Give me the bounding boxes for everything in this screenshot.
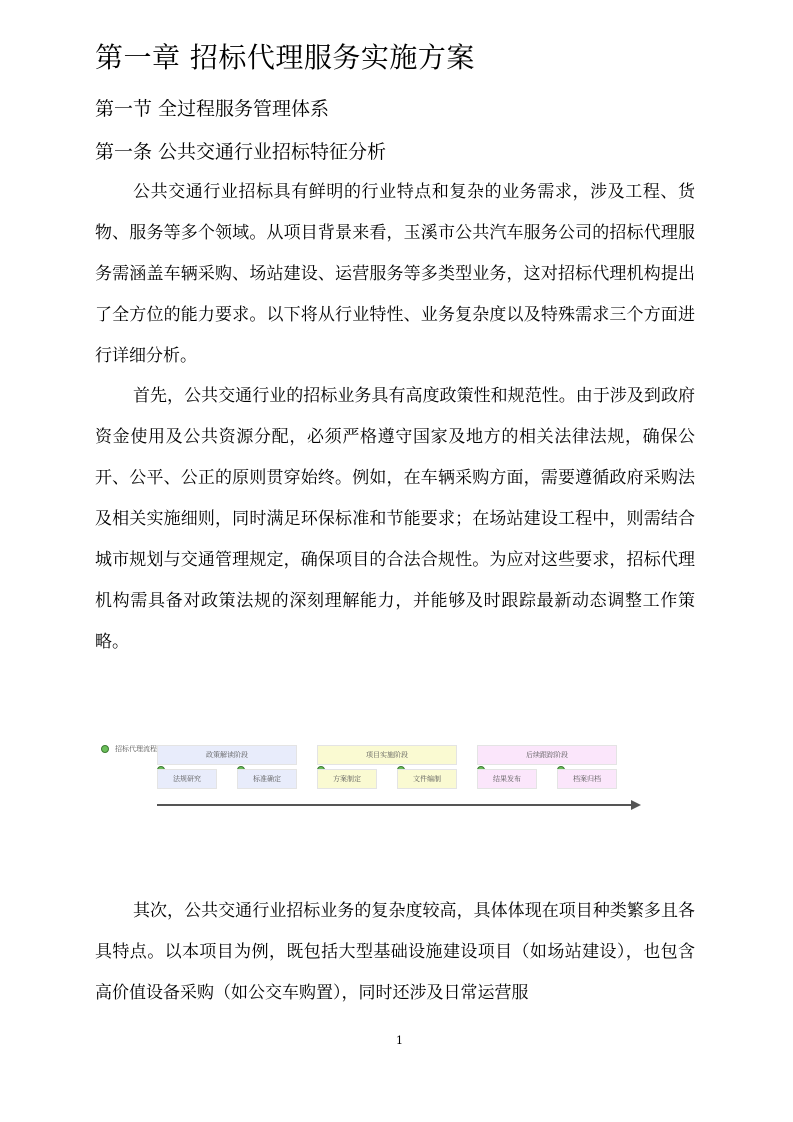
page-number: 1 <box>396 1034 403 1047</box>
sub-step <box>397 769 457 789</box>
paragraph-intro: 公共交通行业招标具有鲜明的行业特点和复杂的业务需求，涉及工程、货物、服务等多个领域。从项目背景来看，玉溪市公共汽车服务公司的招标代理服务需涵盖车辆采购、场站建设、运营服务等多类型业务，这对招标代理机构提出了全方位的能力要求。以下将从行业特性、业务复杂度以及特殊需求三个方面进行详细分析。 <box>95 182 695 366</box>
sub-step-label: 结果发布 <box>493 775 521 783</box>
sub-step <box>557 769 617 789</box>
sub-step-label: 标准确定 <box>253 775 281 783</box>
sub-step <box>157 769 217 789</box>
arrow-right-icon <box>631 800 641 810</box>
sub-step <box>237 769 297 789</box>
chapter-title: 第一章 招标代理服务实施方案 <box>95 41 475 74</box>
sub-step <box>477 769 537 789</box>
phase-label: 政策解读阶段 <box>206 751 248 759</box>
article-title: 第一条 公共交通行业招标特征分析 <box>95 141 387 163</box>
sub-step <box>317 769 377 789</box>
sub-step-label: 档案归档 <box>573 775 601 783</box>
phase-label: 项目实施阶段 <box>366 751 408 759</box>
sub-step-label: 法规研究 <box>173 775 201 783</box>
sub-step-label: 文件编制 <box>413 775 441 783</box>
phase-label: 后续跟踪阶段 <box>526 751 568 759</box>
phase-implementation <box>317 745 457 765</box>
start-label: 招标代理流程 <box>115 745 157 753</box>
timeline-axis <box>157 804 635 806</box>
start-node-icon <box>101 745 109 753</box>
sub-step-label: 方案制定 <box>333 775 361 783</box>
phase-followup <box>477 745 617 765</box>
section-title: 第一节 全过程服务管理体系 <box>95 98 330 120</box>
paragraph-complexity: 其次，公共交通行业招标业务的复杂度较高，具体体现在项目种类繁多且各具特点。以本项目为例，既包括大型基础设施建设项目（如场站建设），也包含高价值设备采购（如公交车购置），同时还涉及日常运营服 <box>95 901 695 1003</box>
process-diagram <box>95 738 645 818</box>
phase-policy <box>157 745 297 765</box>
paragraph-policy: 首先，公共交通行业的招标业务具有高度政策性和规范性。由于涉及到政府资金使用及公共资源分配，必须严格遵守国家及地方的相关法律法规，确保公开、公平、公正的原则贯穿始终。例如，在车辆采购方面，需要遵循政府采购法及相关实施细则，同时满足环保标准和节能要求；在场站建设工程中，则需结合城市规划与交通管理规定，确保项目的合法合规性。为应对这些要求，招标代理机构需具备对政策法规的深刻理解能力，并能够及时跟踪最新动态调整工作策略。 <box>95 386 695 652</box>
